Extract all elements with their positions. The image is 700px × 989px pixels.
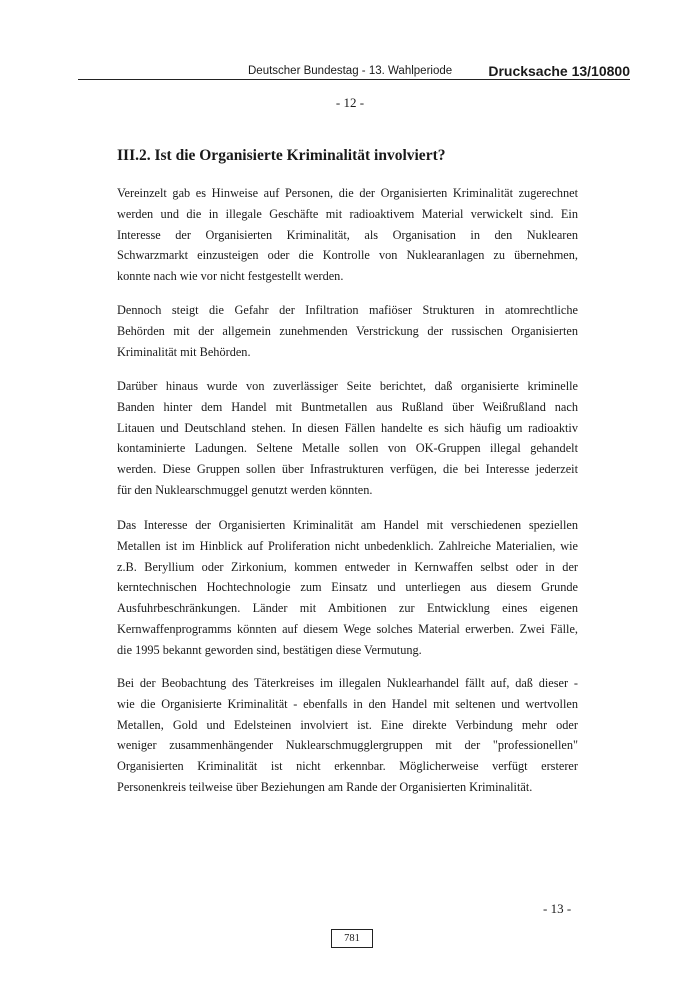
text-line: z.B. Beryllium oder Zirkonium, kommen entweder in Kernwaffen selbst oder in der xyxy=(117,559,578,574)
header-left-text: Deutscher Bundestag - 13. Wahlperiode xyxy=(248,65,453,77)
text-line: Ausfuhrbeschränkungen. Länder mit Ambitionen zur Entwicklung eines eigenen xyxy=(117,601,578,616)
text-line: wie die Organisierte Kriminalität - ebenfalls in den Handel mit seltenen und wertvollen xyxy=(117,696,578,711)
text-line: Kernwaffenprogramms könnten auf diesem Wege solches Material erwerben. Zwei Fälle, xyxy=(117,621,578,636)
text-line: Schwarzmarkt einzusteigen oder die Kontrolle von Nuklearanlagen zu übernehmen, xyxy=(117,248,578,263)
text-line: für den Nuklearschmuggel genutzt werden könnten. xyxy=(117,482,373,497)
text-line: Behörden mit der allgemein zunehmenden Verstrickung der russischen Organisierten xyxy=(117,323,578,338)
text-line: Metallen, Gold und Edelsteinen involviert ist. Eine direkte Verbindung mehr oder xyxy=(117,717,578,732)
paragraph-1 xyxy=(117,183,578,287)
text-line: Darüber hinaus wurde von zuverlässiger Seite berichtet, daß organisierte kriminelle xyxy=(117,379,578,393)
paragraph-4 xyxy=(117,515,578,661)
page-number: - 12 - xyxy=(335,95,365,110)
header-rule xyxy=(78,79,630,80)
text-line: Kriminalität mit Behörden. xyxy=(117,344,251,359)
text-line: Interesse der Organisierten Kriminalität, als Organisation in den Nuklearen xyxy=(117,227,578,242)
text-line: werden. Diese Gruppen sollen über Infrastrukturen verfügen, die bei Interesse jederzeit xyxy=(117,462,578,477)
text-line: Vereinzelt gab es Hinweise auf Personen, die der Organisierten Kriminalität zugerechnet xyxy=(117,186,578,200)
text-line: Organisierten Kriminalität ist nicht erkennbar. Möglicherweise verfügt ersterer xyxy=(117,759,578,774)
section-heading: III.2. Ist die Organisierte Kriminalität involviert? xyxy=(117,147,446,164)
text-line: Dennoch steigt die Gefahr der Infiltration mafiöser Strukturen in atomrechtliche xyxy=(117,303,578,317)
text-line: Das Interesse der Organisierten Kriminalität am Handel mit verschiedenen speziellen xyxy=(117,518,578,532)
text-line: Personenkreis teilweise über Beziehungen am Rande der Organisierten Kriminalität. xyxy=(117,779,533,794)
document-number: Drucksache 13/10800 xyxy=(488,63,630,79)
text-line: konnte nach wie vor nicht festgestellt werden. xyxy=(117,269,344,284)
text-line: Banden hinter dem Handel mit Buntmetallen aus Rußland über Weißrußland nach xyxy=(117,399,578,414)
text-line: Metallen ist im Hinblick auf Proliferation nicht unbedenklich. Zahlreiche Materialien, wie xyxy=(117,538,578,553)
next-page-marker: - 13 - xyxy=(543,901,572,916)
paragraph-5 xyxy=(117,673,578,798)
text-line: kerntechnischen Hochtechnologie zum Einsatz und unterliegen aus diesem Grunde xyxy=(117,580,578,595)
text-line: werden und die in illegale Geschäfte mit radioaktivem Material verwickelt sind. Ein xyxy=(117,206,578,221)
paragraph-2 xyxy=(117,300,578,362)
text-line: die 1995 bekannt geworden sind, bestätigen diese Vermutung. xyxy=(117,642,422,657)
stamp-number: 781 xyxy=(331,929,373,948)
text-line: Bei der Beobachtung des Täterkreises im illegalen Nuklearhandel fällt auf, daß dieser - xyxy=(117,676,578,690)
running-header xyxy=(248,63,638,79)
text-line: Litauen und Deutschland stehen. In diesen Fällen handelte es sich häufig um radioaktiv xyxy=(117,420,578,435)
text-line: weniger zusammenhängender Nuklearschmugglergruppen mit der "professionellen" xyxy=(117,738,578,753)
text-line: kontaminierte Ladungen. Seltene Metalle sollen von OK-Gruppen illegal gehandelt xyxy=(117,441,578,456)
paragraph-3 xyxy=(117,376,578,501)
